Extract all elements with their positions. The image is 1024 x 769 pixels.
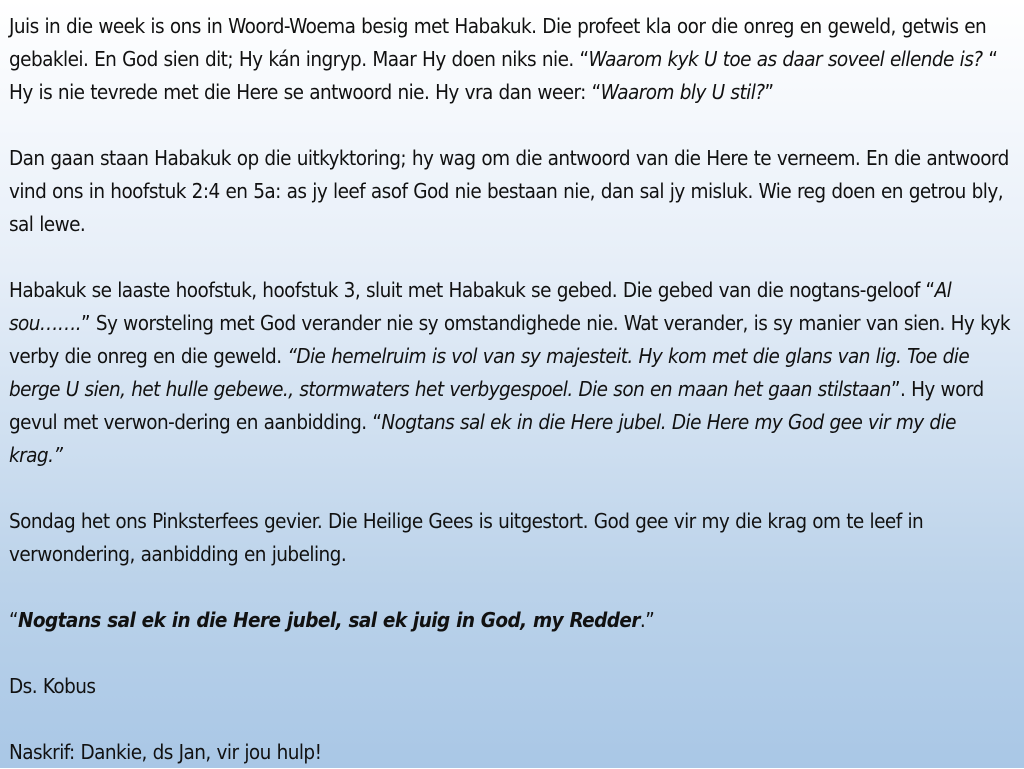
intro-text-3: ” [764, 80, 774, 104]
signature: Ds. Kobus [9, 674, 96, 698]
prayer-quote-2: “Die hemelruim is vol van sy majesteit. Hy kom met die glans van lig. Toe die berge U sien, het hulle gebewe., stormwaters het verbygespoel. Die son en maan het gaan stilstaan [9, 344, 970, 401]
prayer-quote-3: Nogtans sal ek in die Here jubel. Die Here my God gee vir my die krag.” [9, 410, 956, 467]
intro-quote-1: Waarom kyk U toe as daar soveel ellende is? [588, 47, 983, 71]
prayer-text-2: ” Sy worsteling met God verander nie sy omstandighede nie. Wat verander, is sy manier van sien. Hy kyk verby die onreg en die geweld. [9, 311, 1010, 368]
prayer-text-1: Habakuk se laaste hoofstuk, hoofstuk 3, sluit met Habakuk se gebed. Die gebed van die nogtans-geloof “ [9, 278, 935, 302]
postscript: Naskrif: Dankie, ds Jan, vir jou hulp! [9, 740, 322, 764]
closing-quote-open: “ [9, 608, 18, 632]
prayer-text-3: ”. Hy word gevul met verwon-dering en aanbidding. “ [9, 377, 984, 434]
paragraph-watchtower: Dan gaan staan Habakuk op die uitkyktoring; hy wag om die antwoord van die Here te verneem. En die antwoord vind ons in hoofstuk 2:4 en 5a: as jy leef asof God nie bestaan nie, dan sal jy misluk. Wie reg doen en getrou bly, sal lewe. [9, 146, 1009, 236]
intro-text-2: “ Hy is nie tevrede met die Here se antwoord nie. Hy vra dan weer: “ [9, 47, 998, 104]
paragraph-intro [9, 10, 1014, 109]
paragraph-closing-quote [9, 604, 1014, 637]
intro-quote-2: Waarom bly U stil? [600, 80, 765, 104]
closing-quote-close: .” [639, 608, 655, 632]
paragraph-prayer [9, 274, 1014, 472]
prayer-quote-1: Al sou……. [9, 278, 952, 335]
intro-text-1: Juis in die week is ons in Woord-Woema besig met Habakuk. Die profeet kla oor die onreg en geweld, getwis en gebaklei. En God sien dit; Hy kán ingryp. Maar Hy doen niks nie. “ [9, 14, 987, 71]
closing-quote-text: Nogtans sal ek in die Here jubel, sal ek juig in God, my Redder [18, 608, 640, 632]
paragraph-pentecost: Sondag het ons Pinksterfees gevier. Die Heilige Gees is uitgestort. God gee vir my die krag om te leef in verwondering, aanbidding en jubeling. [9, 509, 924, 566]
